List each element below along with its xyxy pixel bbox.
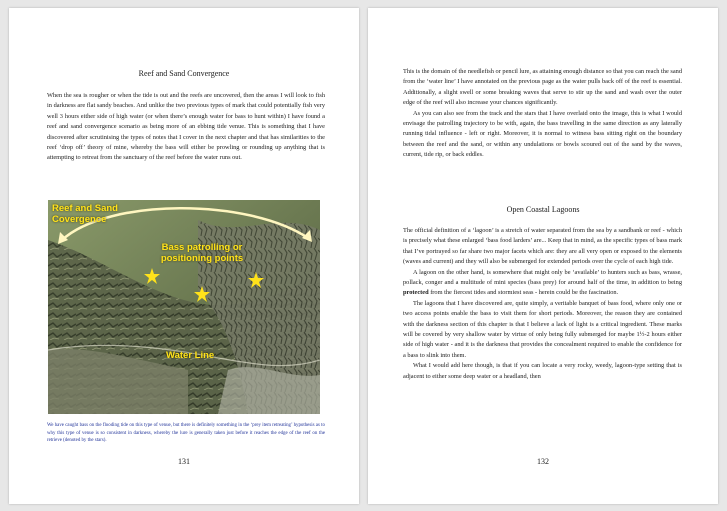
bass-patrolling-label: Bass patrolling or positioning points <box>160 242 244 264</box>
paragraph: The official definition of a ‘lagoon’ is a stretch of water separated from the sea by a sandbank or reef - which is precisely what these enlarged ‘bass food larders’ are... Keep that in mind, as the specific types of bass mark that I’ve portrayed so far share two major facets which are: they are all very open or exposed to the elements (waves and current) and they will also be submerged for extended periods over the cycle of each high tide. <box>403 227 682 266</box>
page-number: 131 <box>178 457 190 466</box>
left-page <box>9 8 359 504</box>
reef-sand-label: Reef and Sand Covergence <box>52 203 118 225</box>
paragraph: As you can also see from the track and the stars that I have overlaid onto the image, this is what I would envisage the patrolling trajectory to be with, again, the bass travelling in the same direction as any laterally running tidal influence - left or right. Moreover, it is normal to witness bass sitting right on the boundary between the reef and the sand, or within any undulations or bowls scoured out of the sand by the waves, current, tide rip, or back eddles. <box>403 109 682 159</box>
paragraph: What I would add here though, is that if you can locate a very rocky, weedy, lagoon-type setting that is adjacent to either some deep water or a headland, then <box>403 362 682 380</box>
reef-photo <box>48 200 320 414</box>
paragraph: A lagoon on the other hand, is somewhere that might only be ‘available’ to hunters such as bass, wrasse, pollack, conger and a multitude of mini species (bass prey) for around half of the time, in addition to being protected from the fiercest tides and stormiest seas - herein could be the fascination. <box>403 268 682 297</box>
right-page <box>368 8 718 504</box>
section-heading: Reef and Sand Convergence <box>138 69 230 78</box>
image-caption: We have caught bass on the flooding tide on this type of venue, but there is definitely something in the ‘prey item retreating’ hypothesis as to why this type of venue is so consistent in darkness, whereby the lure is generally taken just before it reaches the edge of the reef on the retrieve (denoted by the stars). <box>47 423 325 444</box>
body-text-bottom <box>403 226 682 382</box>
section-heading: Open Coastal Lagoons <box>506 205 580 214</box>
body-text-top <box>403 67 682 161</box>
page-number: 132 <box>537 457 549 466</box>
body-text <box>47 91 325 164</box>
aerial-reef-image <box>48 200 320 414</box>
water-line-label: Water Line <box>166 350 215 361</box>
paragraph: This is the domain of the needlefish or pencil lure, as attaining enough distance so that you can reach the sand from the ‘water line’ I have annotated on the previous page as the water pulls back off of the reef is essential. Additionally, a slight swell or some breaking waves that serve to stir up the sand and wash over the outer edge of the reef will also increase your chances significantly. <box>403 68 682 107</box>
paragraph: When the sea is rougher or when the tide is out and the reefs are uncovered, then the areas I will look to fish in darkness are flat sandy beaches. And unlike the two previous types of mark that could potentially fish very well 3 hours either side of high water (or when there’s enough water for bass to hunt within) I have found a reef and sand convergence scenario as being more of an ebbing tide venue. This is something that I have discovered after scrutinising the types of notes that I cover in the next chapter and that has similarities to the reef ‘drop off’ theory of mine, whereby the bass will either be prowling or rounding up anything that is attempting to retreat from the sanctuary of the reef before the water runs out. <box>47 92 325 162</box>
paragraph: The lagoons that I have discovered are, quite simply, a veritable banquet of bass food, where only one or two access points enable the bass to visit them for short periods. Moreover, the reason they are contained with the darkness section of this chapter is that I believe a lack of light is a critical ingredient. These marks will be covered by very shallow water by virtue of only being fully submerged for maybe 1½-2 hours either side of high water - and it is the darkness that provides the concealment required to enable the confidence for a bass to slink into them. <box>403 299 682 359</box>
